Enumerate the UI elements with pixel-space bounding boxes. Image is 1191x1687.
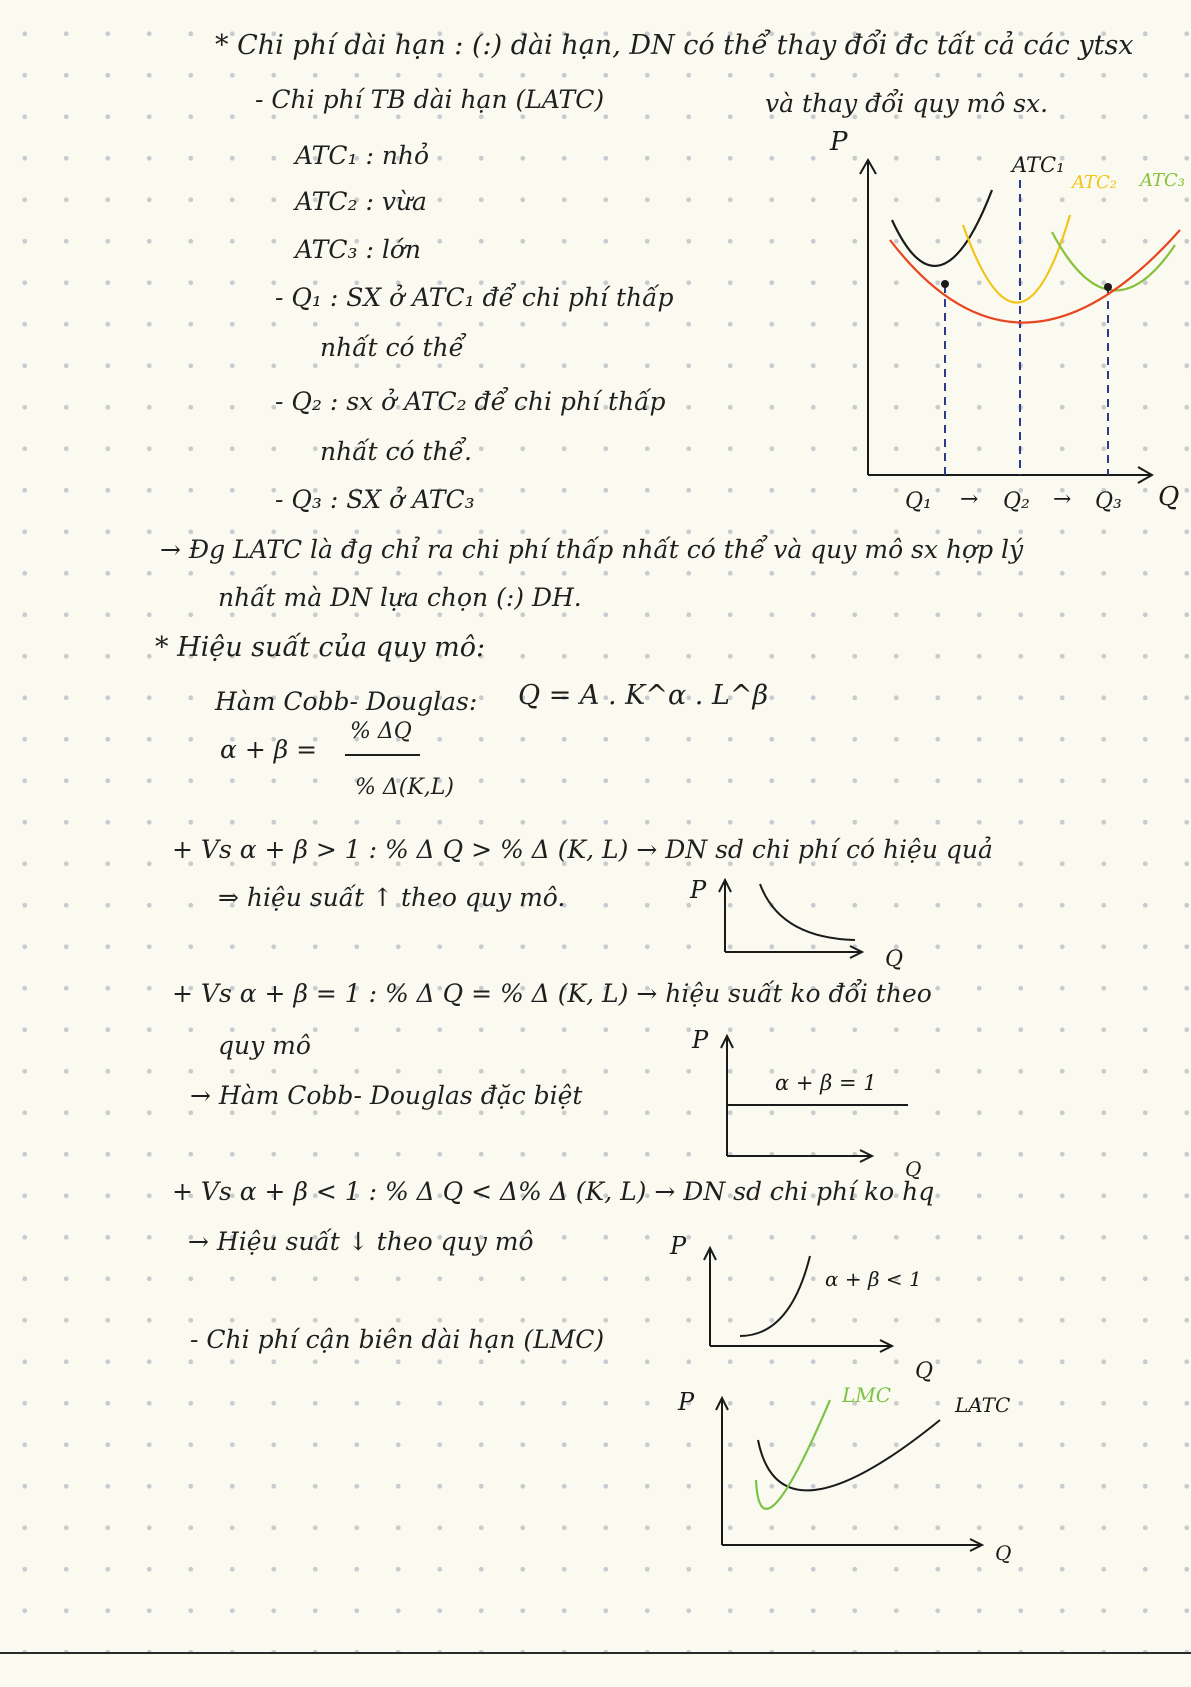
note-atc2-medium: ATC₂ : vừa: [295, 187, 427, 216]
note-q3: - Q₃ : SX ở ATC₃: [275, 485, 475, 514]
graph-atc-y-label: P: [830, 127, 848, 157]
note-decreasing-returns: + Vs α + β < 1 : % Δ Q < Δ% Δ (K, L) → DN sd chi phí ko hq: [172, 1177, 935, 1206]
curve-atc1: [892, 190, 992, 266]
graph-atc-x-label: Q: [1158, 482, 1180, 512]
curve-latc: [890, 230, 1180, 323]
graph-constant-returns: [680, 1018, 922, 1181]
graph-const-y-label: P: [692, 1026, 709, 1054]
note-latc-conclusion-cont: nhất mà DN lựa chọn (:) DH.: [218, 583, 582, 612]
fraction-bar: [345, 754, 420, 756]
curve-increasing-cost: [740, 1256, 810, 1336]
tangent-point-q1: [941, 280, 949, 288]
note-latc-definition: - Chi phí TB dài hạn (LATC): [255, 85, 605, 114]
graph-decreasing-returns: [665, 1232, 945, 1386]
formula-cobb-douglas: Q = A . K^α . L^β: [518, 680, 769, 711]
label-atc3: ATC₃: [1140, 170, 1186, 191]
graph-inc-y-label: P: [690, 876, 707, 904]
tick-q1: Q₁: [905, 489, 932, 514]
graph-lmc-y-label: P: [678, 1388, 695, 1416]
graph-lmc-latc: [670, 1380, 1030, 1570]
note-cobb-douglas: Hàm Cobb- Douglas:: [215, 687, 478, 716]
note-increasing-conclusion: ⇒ hiệu suất ↑ theo quy mô.: [218, 883, 566, 912]
note-q1-cont: nhất có thể: [320, 333, 465, 362]
label-latc: LATC: [955, 1393, 1011, 1417]
label-alpha-beta-lt-1: α + β < 1: [825, 1267, 922, 1291]
label-lmc: LMC: [842, 1383, 892, 1407]
label-atc1: ATC₁: [1012, 153, 1065, 177]
tick-arrow-1: →: [960, 487, 979, 512]
note-q2-cont: nhất có thể.: [320, 437, 472, 466]
tangent-point-q3: [1104, 283, 1112, 291]
graph-increasing-returns: [680, 868, 920, 972]
note-increasing-returns: + Vs α + β > 1 : % Δ Q > % Δ (K, L) → DN sd chi phí có hiệu quả: [172, 835, 993, 864]
tick-arrow-2: →: [1053, 487, 1072, 512]
tick-q3: Q₃: [1095, 489, 1122, 514]
note-atc1-small: ATC₁ : nhỏ: [295, 141, 430, 170]
curve-atc3: [1052, 232, 1175, 290]
note-latc-conclusion: → Đg LATC là đg chỉ ra chi phí thấp nhất có thể và quy mô sx hợp lý: [160, 535, 1024, 564]
graph-inc-x-label: Q: [885, 947, 904, 972]
graph-dec-y-label: P: [670, 1232, 687, 1260]
curve-lmc: [756, 1400, 830, 1509]
note-constant-cont: quy mô: [218, 1031, 311, 1060]
note-q2: - Q₂ : sx ở ATC₂ để chi phí thấp: [275, 387, 666, 416]
note-constant-returns: + Vs α + β = 1 : % Δ Q = % Δ (K, L) → hiệu suất ko đổi theo: [172, 979, 932, 1008]
formula-alpha-beta: α + β =: [220, 735, 318, 764]
heading-lmc: - Chi phí cận biên dài hạn (LMC): [190, 1325, 605, 1354]
heading-returns-to-scale: * Hiệu suất của quy mô:: [155, 632, 486, 663]
note-latc-scale: và thay đổi quy mô sx.: [765, 89, 1049, 118]
graph-atc-latc: [820, 120, 1186, 520]
graph-dec-x-label: Q: [915, 1359, 934, 1384]
note-constant-conclusion: → Hàm Cobb- Douglas đặc biệt: [190, 1081, 583, 1110]
curve-atc2: [963, 215, 1070, 303]
heading-long-run-cost: * Chi phí dài hạn : (:) dài hạn, DN có thể thay đổi đc tất cả các ytsx: [215, 30, 1134, 61]
formula-numerator: % ΔQ: [350, 719, 412, 744]
formula-denominator: % Δ(K,L): [355, 775, 454, 800]
label-atc2: ATC₂: [1072, 172, 1118, 193]
graph-lmc-x-label: Q: [995, 1541, 1012, 1565]
note-q1: - Q₁ : SX ở ATC₁ để chi phí thấp: [275, 283, 674, 312]
curve-latc-long-run: [758, 1420, 940, 1490]
bottom-bar: [0, 1652, 1191, 1687]
graph-const-x-label: Q: [905, 1157, 922, 1181]
curve-decreasing-cost: [760, 884, 855, 940]
note-atc3-large: ATC₃ : lớn: [295, 235, 421, 264]
note-decreasing-conclusion: → Hiệu suất ↓ theo quy mô: [188, 1227, 534, 1256]
label-alpha-beta-eq-1: α + β = 1: [775, 1071, 877, 1095]
tick-q2: Q₂: [1003, 489, 1030, 514]
